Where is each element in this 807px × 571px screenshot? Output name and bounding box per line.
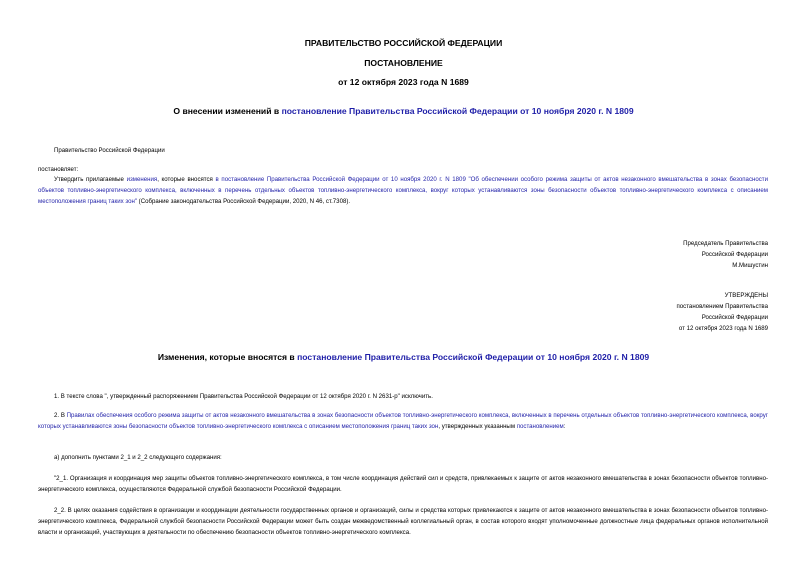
paragraph-2-2: 2_2. В целях оказания содействия в организации и координации деятельности государственных органов и организаций, силы и средства которых привлекаются к защите от актов незаконного вмешательства в зонах безопасности объектов топливно-энергетического комплекса, Федеральной службой безопасности Российской Федерации может быть создан межведомственный коллегиальный орган, в состав которого входят уполномоченные должностные лица федеральных органов исполнительной власти и организаций, участвующих в деятельности по обеспечению безопасности объектов топливно-энергетического комплекса. — [38, 507, 768, 536]
item-2-mid: , утвержденных указанным — [438, 423, 517, 430]
changes-title-link[interactable]: постановление Правительства Российской Федерации от 10 ноября 2020 г. N 1809 — [297, 352, 650, 362]
resolution-link[interactable]: в постановление Правительства Российской Федерации от 10 ноября 2020 г. N 1809 "Об обеспечении особого режима защиты от актов незаконного вмешательства в зонах безопасности объектов топливно-энергетического комплекса, включенных в перечень отдельных объектов топливно-энергетического комплекса, вокруг которых устанавливаются зоны безопасности объектов топливно-энергетического комплекса с описанием местоположения границ таких зон" — [38, 176, 768, 205]
issuer: Правительство Российской Федерации — [54, 147, 165, 154]
approval-line-4: от 12 октября 2023 года N 1689 — [678, 325, 768, 332]
resolution-link-2[interactable]: постановлением — [516, 423, 564, 430]
preamble-text-mid: , которые вносятся — [157, 176, 216, 183]
approval-line-2: постановлением Правительства — [676, 303, 768, 310]
preamble-paragraph — [38, 174, 768, 207]
item-1: 1. В тексте слова ", утвержденный распоряжением Правительства Российской Федерации от 12 октября 2020 г. N 2631-р" исключить. — [54, 393, 433, 400]
item-2-end: : — [563, 423, 566, 430]
rules-link[interactable]: Правилах обеспечения особого режима защиты от актов незаконного вмешательства в зонах безопасности объектов топливно-энергетического комплекса, включенных в перечень отдельных объектов топливно-энергетического комплекса, вокруг которых устанавливаются зоны безопасности объектов топливно-энергетического комплекса с описанием местоположения границ таких зон — [38, 412, 768, 430]
signature-line-1: Председатель Правительства — [683, 240, 768, 247]
changes-title-prefix: Изменения, которые вносятся в — [157, 352, 298, 362]
preamble-text-start: Утвердить прилагаемые — [54, 176, 127, 183]
signature-name: М.Мишустин — [732, 262, 768, 269]
item-2-prefix: 2. В — [54, 412, 67, 419]
decides-label: постановляет: — [38, 166, 79, 173]
signature-line-2: Российской Федерации — [701, 251, 768, 258]
signature-block — [683, 238, 768, 271]
document-date-number: от 12 октября 2023 года N 1689 — [338, 77, 469, 87]
approval-line-3: Российской Федерации — [701, 314, 768, 321]
preamble-text-end: (Собрание законодательства Российской Федерации, 2020, N 46, ст.7308). — [136, 198, 351, 205]
title-link[interactable]: постановление Правительства Российской Федерации от 10 ноября 2020 г. N 1809 — [281, 106, 634, 116]
document-type: ПОСТАНОВЛЕНИЕ — [364, 58, 443, 68]
changes-title — [0, 352, 807, 362]
government-heading: ПРАВИТЕЛЬСТВО РОССИЙСКОЙ ФЕДЕРАЦИИ — [304, 38, 503, 48]
approval-block — [676, 290, 768, 334]
changes-link[interactable]: изменения — [126, 176, 158, 183]
paragraph-2-1: "2_1. Организация и координация мер защиты объектов топливно-энергетического комплекса, в том числе координация действий сил и средств, привлекаемых к защите от актов незаконного вмешательства в зонах безопасности объектов топливно-энергетического комплекса, осуществляются Федеральной службой безопасности Российской Федерации. — [38, 475, 768, 493]
document-title — [0, 106, 807, 116]
approval-line-1: УТВЕРЖДЕНЫ — [724, 292, 768, 299]
title-prefix: О внесении изменений в — [173, 106, 282, 116]
subitem-a: а) дополнить пунктами 2_1 и 2_2 следующего содержания: — [54, 454, 222, 461]
item-2 — [38, 410, 768, 432]
